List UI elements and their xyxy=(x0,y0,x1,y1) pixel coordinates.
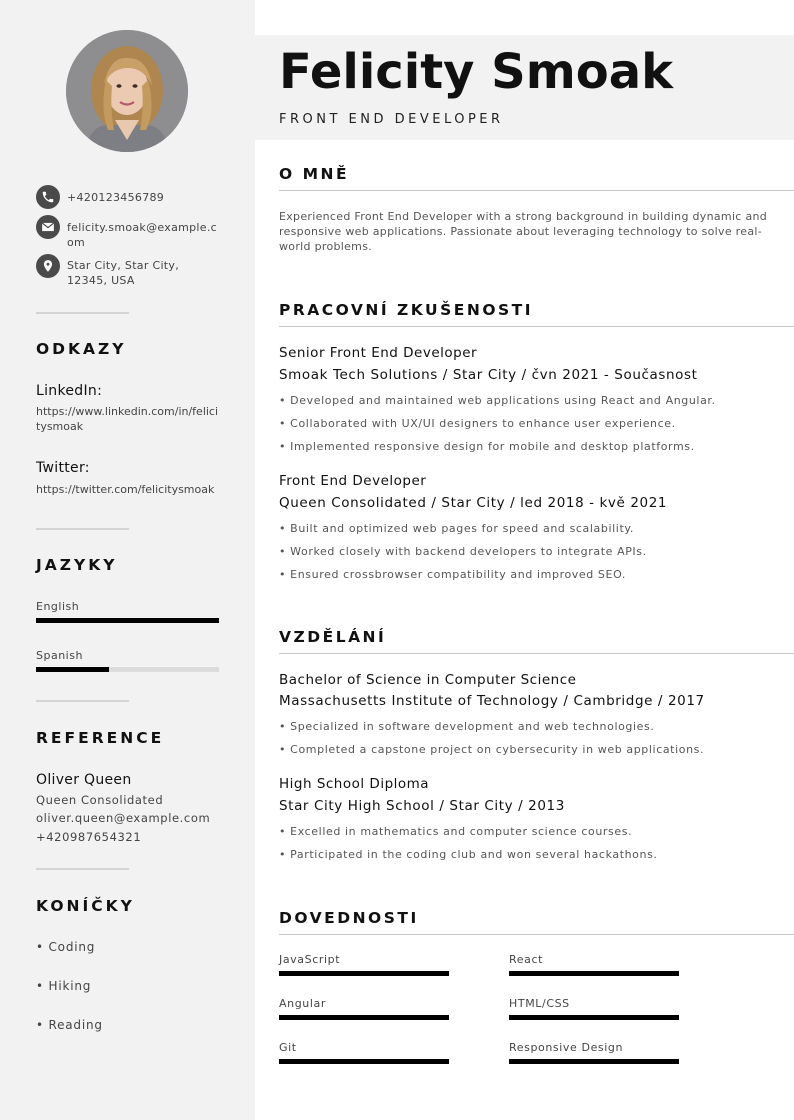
section-rule xyxy=(279,934,794,935)
address-text: Star City, Star City, 12345, USA xyxy=(67,259,180,287)
candidate-title: FRONT END DEVELOPER xyxy=(279,112,504,127)
skill-name: Responsive Design xyxy=(509,1041,624,1054)
skill-level-bar xyxy=(509,1059,679,1064)
job-bullet: • Worked closely with backend developers to integrate APIs. xyxy=(279,545,647,558)
language-name: Spanish xyxy=(36,649,83,662)
job-title: Front End Developer xyxy=(279,473,427,489)
hobby-item: • Reading xyxy=(36,1018,103,1032)
job-bullet: • Ensured crossbrowser compatibility and improved SEO. xyxy=(279,568,626,581)
sidebar-divider xyxy=(36,868,129,870)
twitter-url[interactable]: https://twitter.com/felicitysmoak xyxy=(36,483,215,496)
language-name: English xyxy=(36,600,80,613)
degree-bullet: • Excelled in mathematics and computer science courses. xyxy=(279,825,633,838)
degree-meta: Massachusetts Institute of Technology / Cambridge / 2017 xyxy=(279,693,705,709)
reference-heading: REFERENCE xyxy=(36,729,165,747)
language-level-bar xyxy=(36,618,219,623)
twitter-label: Twitter: xyxy=(36,460,90,476)
envelope-icon xyxy=(36,215,60,239)
sidebar-divider xyxy=(36,312,129,314)
job-bullet: • Collaborated with UX/UI designers to enhance user experience. xyxy=(279,417,676,430)
skill-level-bar xyxy=(509,971,679,976)
job-meta: Queen Consolidated / Star City / led 2018 - kvě 2021 xyxy=(279,495,668,511)
skill-name: JavaScript xyxy=(279,953,341,966)
reference-company: Queen Consolidated xyxy=(36,793,164,807)
job-title: Senior Front End Developer xyxy=(279,345,478,361)
email-text[interactable]: felicity.smoak@example.com xyxy=(67,221,217,249)
avatar xyxy=(66,30,188,152)
hobby-item: • Coding xyxy=(36,940,96,954)
about-text: Experienced Front End Developer with a strong background in building dynamic and responsive web applications. Passionate about leveraging technology to solve real-world problems. xyxy=(279,210,768,253)
language-level-fill xyxy=(36,618,219,623)
contact-address xyxy=(36,254,187,288)
about-heading: O MNĚ xyxy=(279,165,350,183)
degree-title: Bachelor of Science in Computer Science xyxy=(279,672,577,688)
portrait-image xyxy=(66,30,188,152)
job-bullet: • Implemented responsive design for mobile and desktop platforms. xyxy=(279,440,695,453)
sidebar xyxy=(0,0,255,1120)
skill-level-bar xyxy=(279,1015,449,1020)
hobby-item: • Hiking xyxy=(36,979,92,993)
linkedin-label: LinkedIn: xyxy=(36,383,103,399)
phone-text: +420123456789 xyxy=(67,191,165,204)
degree-bullet: • Participated in the coding club and won several hackathons. xyxy=(279,848,658,861)
reference-name: Oliver Queen xyxy=(36,772,132,788)
job-bullet: • Built and optimized web pages for speed and scalability. xyxy=(279,522,634,535)
languages-heading: JAZYKY xyxy=(36,556,118,574)
skill-name: Git xyxy=(279,1041,297,1054)
degree-title: High School Diploma xyxy=(279,776,430,792)
experience-heading: PRACOVNÍ ZKUŠENOSTI xyxy=(279,301,534,319)
linkedin-url[interactable]: https://www.linkedin.com/in/felicitysmoak xyxy=(36,405,219,433)
education-heading: VZDĚLÁNÍ xyxy=(279,628,387,646)
skills-heading: DOVEDNOSTI xyxy=(279,909,419,927)
candidate-name: Felicity Smoak xyxy=(279,44,674,100)
reference-email[interactable]: oliver.queen@example.com xyxy=(36,811,211,825)
skill-level-bar xyxy=(509,1015,679,1020)
job-meta: Smoak Tech Solutions / Star City / čvn 2021 - Současnost xyxy=(279,367,698,383)
section-rule xyxy=(279,653,794,654)
skill-name: HTML/CSS xyxy=(509,997,570,1010)
job-bullet: • Developed and maintained web applications using React and Angular. xyxy=(279,394,716,407)
map-pin-icon xyxy=(36,254,60,278)
sidebar-divider xyxy=(36,528,129,530)
contact-email xyxy=(36,215,217,250)
links-heading: ODKAZY xyxy=(36,340,127,358)
hobbies-heading: KONÍČKY xyxy=(36,897,135,915)
skill-level-bar xyxy=(279,971,449,976)
phone-icon xyxy=(36,185,60,209)
skill-level-bar xyxy=(279,1059,449,1064)
section-rule xyxy=(279,190,794,191)
sidebar-divider xyxy=(36,700,129,702)
language-level-fill xyxy=(36,667,109,672)
contact-phone xyxy=(36,185,217,209)
section-rule xyxy=(279,326,794,327)
main-content xyxy=(255,0,794,1120)
degree-meta: Star City High School / Star City / 2013 xyxy=(279,798,565,814)
language-level-bar xyxy=(36,667,219,672)
reference-phone: +420987654321 xyxy=(36,830,142,844)
skill-name: Angular xyxy=(279,997,326,1010)
degree-bullet: • Specialized in software development and web technologies. xyxy=(279,720,655,733)
skill-name: React xyxy=(509,953,544,966)
degree-bullet: • Completed a capstone project on cybersecurity in web applications. xyxy=(279,743,705,756)
